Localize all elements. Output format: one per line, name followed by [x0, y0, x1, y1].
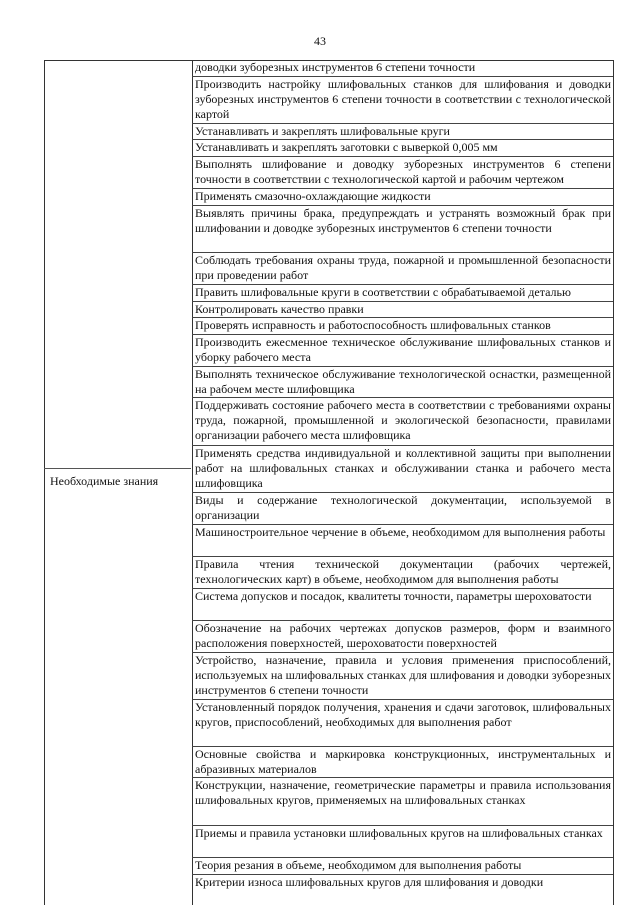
- knowledge-row: Приемы и правила установки шлифовальных кругов на шлифовальных станках: [192, 826, 613, 858]
- knowledge-row: Виды и содержание технологической документации, используемой в организации: [192, 493, 613, 525]
- knowledge-row: Установленный порядок получения, хранения и сдачи заготовок, шлифовальных кругов, приспособлений, необходимых для выполнения работ: [192, 700, 613, 747]
- knowledge-row: Устройство, назначение, правила и условия применения приспособлений, используемых на шлифовальных станках для шлифования и доводки зуборезных инструментов 6 степени точности: [192, 653, 613, 700]
- section-divider: [44, 468, 191, 469]
- knowledge-row: Теория резания в объеме, необходимом для выполнения работы: [192, 858, 613, 875]
- knowledge-row: Машиностроительное черчение в объеме, необходимом для выполнения работы: [192, 525, 613, 557]
- knowledge-row: Основные свойства и маркировка конструкционных, инструментальных и абразивных материалов: [192, 747, 613, 778]
- knowledge-row: Обозначение на рабочих чертежах допусков размеров, форм и взаимного расположения поверхностей, шероховатости поверхностей: [192, 621, 613, 653]
- skill-row: Выполнять шлифование и доводку зуборезных инструментов 6 степени точности в соответствии с технологической картой и рабочим чертежом: [192, 157, 613, 189]
- skill-row: Производить настройку шлифовальных станков для шлифования и доводки зуборезных инструментов 6 степени точности в соответствии с технологической картой: [192, 77, 613, 124]
- skill-row: Производить ежесменное техническое обслуживание шлифовальных станков и уборку рабочего места: [192, 335, 613, 367]
- knowledge-row: Критерии износа шлифовальных кругов для шлифования и доводки: [195, 875, 544, 889]
- section-label-knowledge: Необходимые знания: [50, 474, 159, 488]
- knowledge-row: Конструкции, назначение, геометрические параметры и правила использования шлифовальных кругов, применяемых на шлифовальных станках: [192, 778, 613, 826]
- competency-table: [44, 60, 614, 905]
- table-right-border: [613, 60, 614, 905]
- skill-row: Устанавливать и закреплять заготовки с выверкой 0,005 мм: [192, 140, 613, 157]
- skill-row: Устанавливать и закреплять шлифовальные круги: [192, 124, 613, 140]
- skill-row: Выявлять причины брака, предупреждать и устранять возможный брак при шлифовании и доводке зуборезных инструментов 6 степени точности: [192, 206, 613, 253]
- skill-row: Поддерживать состояние рабочего места в соответствии с требованиями охраны труда, пожарной, промышленной и экологической безопасности, правилами организации рабочего места шлифовщика: [192, 398, 613, 446]
- page-number: 43: [314, 34, 326, 48]
- skill-row: Проверять исправность и работоспособность шлифовальных станков: [192, 318, 613, 335]
- skill-row: Соблюдать требования охраны труда, пожарной и промышленной безопасности при проведении работ: [192, 253, 613, 285]
- knowledge-row: Система допусков и посадок, квалитеты точности, параметры шероховатости: [192, 589, 613, 621]
- skill-row: доводки зуборезных инструментов 6 степени точности: [192, 60, 613, 77]
- skill-row: Применять смазочно-охлаждающие жидкости: [192, 189, 613, 206]
- skill-row: Контролировать качество правки: [192, 302, 613, 318]
- skill-row: Применять средства индивидуальной и коллективной защиты при выполнении работ на шлифовальных станках и обслуживании станка и рабочего места шлифовщика: [192, 446, 613, 493]
- requirements-column: [192, 60, 613, 890]
- skill-row: Править шлифовальные круги в соответствии с обрабатываемой деталью: [192, 285, 613, 302]
- skill-row: Выполнять техническое обслуживание технологической оснастки, размещенной на рабочем месте шлифовщика: [192, 367, 613, 398]
- knowledge-row: Правила чтения технической документации (рабочих чертежей, технологических карт) в объеме, необходимом для выполнения работы: [192, 557, 613, 589]
